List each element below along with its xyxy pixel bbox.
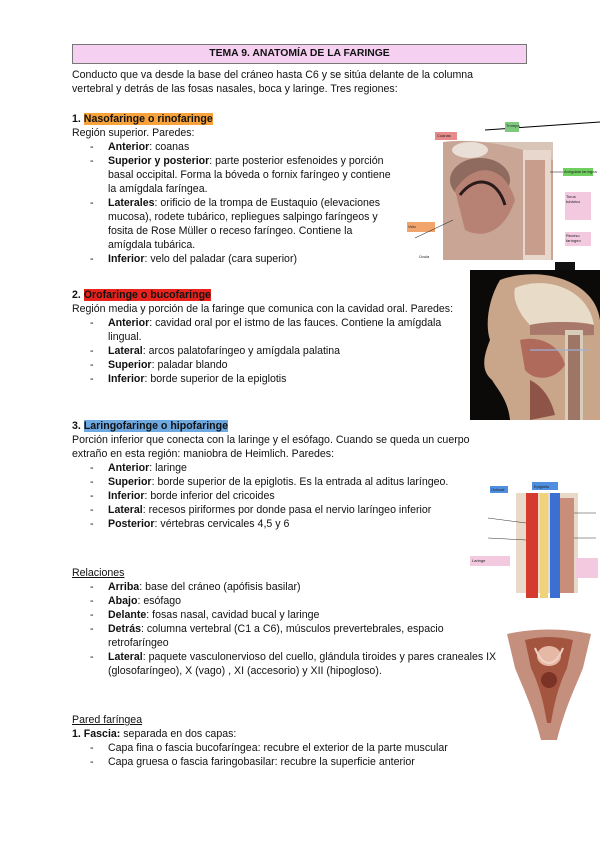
pared-title: Pared faríngea [72, 714, 143, 726]
section-heading: 2. Orofaringe o bucofaringe [72, 289, 211, 301]
figure-label: Velo [408, 224, 416, 229]
list-item: - Inferior: borde inferior del cricoides [72, 489, 472, 503]
figure-label: Úvula [419, 254, 430, 259]
section-laringofaringe [72, 419, 512, 531]
list-item: - Detrás: columna vertebral (C1 a C6), músculos prevertebrales, espacio retrofaríngeo [72, 622, 502, 650]
list-item: - Capa fina o fascia bucofaríngea: recubre el exterior de la parte muscular [72, 741, 492, 755]
fascia-line: 1. Fascia: separada en dos capas: [72, 728, 237, 740]
head-sagittal-illustration [470, 270, 600, 420]
head-sagittal-figure [470, 270, 600, 420]
list-item: - Inferior: borde superior de la epiglotis [72, 372, 457, 386]
list-item: - Lateral: paquete vasculonervioso del cuello, glándula tiroides y pares craneales IX (glosofaríngeo), X (vago) , XI (accesorio) y XII (hipogloso). [72, 650, 502, 678]
figure-label: Trompa [506, 123, 520, 128]
list-item: - Anterior: cavidad oral por el istmo de las fauces. Contiene la amígdala lingual. [72, 316, 457, 344]
list-item: - Superior y posterior: parte posterior esfenoides y porción basal occipital. Forma la bóveda o fornix faríngeo y contiene la amígdala faríngea. [72, 154, 392, 196]
figure-label: Epiglotis [534, 484, 550, 489]
list-item: - Inferior: velo del paladar (cara superior) [72, 252, 392, 266]
figure-label: Receso faríngeo [566, 233, 581, 243]
section-desc: Región superior. Paredes: [72, 127, 195, 139]
heading-highlight: Laringofaringe o hipofaringe [83, 420, 228, 432]
list-item: - Superior: borde superior de la epiglotis. Es la entrada al aditus laríngeo. [72, 475, 472, 489]
section-relaciones [72, 566, 502, 678]
section-heading: 1. Nasofaringe o rinofaringe [72, 113, 213, 125]
list-item: - Laterales: orificio de la trompa de Eustaquio (elevaciones mucosa), rodete tubárico, repliegues salpingo faríngeos y fosita de Rose Müller o receso faríngeo. Contiene la amígdala tubárica. [72, 196, 392, 252]
section-nasofaringe [72, 112, 412, 266]
list-item: - Arriba: base del cráneo (apófisis basilar) [72, 580, 502, 594]
pharynx-posterior-illustration [505, 628, 593, 740]
list-item: - Lateral: recesos piriformes por donde pasa el nervio laríngeo inferior [72, 503, 472, 517]
heading-highlight: Orofaringe o bucofaringe [83, 289, 211, 301]
list-item: - Capa gruesa o fascia faringobasilar: recubre la superficie anterior [72, 755, 492, 769]
section-heading: 3. Laringofaringe o hipofaringe [72, 420, 228, 432]
intro-paragraph: Conducto que va desde la base del cráneo hasta C6 y se sitúa delante de la columna vertebral y detrás de las fosas nasales, boca y laringe. Tres regiones: [72, 69, 474, 95]
section-desc: Porción inferior que conecta con la laringe y el esófago. Cuando se queda un cuerpo extraño en esta región: maniobra de Heimlich. Paredes: [72, 434, 470, 460]
nasopharynx-figure [405, 120, 600, 270]
list-item: - Abajo: esófago [72, 594, 502, 608]
section-orofaringe [72, 288, 472, 386]
figure-label: Laringe [472, 558, 486, 563]
section-desc: Región media y porción de la faringe que comunica con la cavidad oral. Paredes: [72, 303, 454, 315]
list-item: - Anterior: laringe [72, 461, 472, 475]
laryngopharynx-illustration [468, 478, 600, 603]
figure-label: Coanas [437, 133, 451, 138]
figure-label: Torus tubárico [566, 194, 581, 204]
figure-label: Oclusal [491, 487, 505, 492]
pharynx-posterior-figure [505, 628, 593, 740]
figure-label: Amígdala faríngea [564, 169, 597, 174]
page-title: TEMA 9. ANATOMÍA DE LA FARINGE [72, 44, 527, 64]
list-item: - Superior: paladar blando [72, 358, 457, 372]
laryngopharynx-figure [468, 478, 600, 603]
relaciones-title: Relaciones [72, 567, 125, 579]
heading-highlight: Nasofaringe o rinofaringe [83, 113, 213, 125]
list-item: - Lateral: arcos palatofaríngeo y amígdala palatina [72, 344, 457, 358]
list-item: - Anterior: coanas [72, 140, 392, 154]
list-item: - Posterior: vértebras cervicales 4,5 y 6 [72, 517, 472, 531]
list-item: - Delante: fosas nasal, cavidad bucal y laringe [72, 608, 502, 622]
section-pared-faringea [72, 713, 502, 769]
